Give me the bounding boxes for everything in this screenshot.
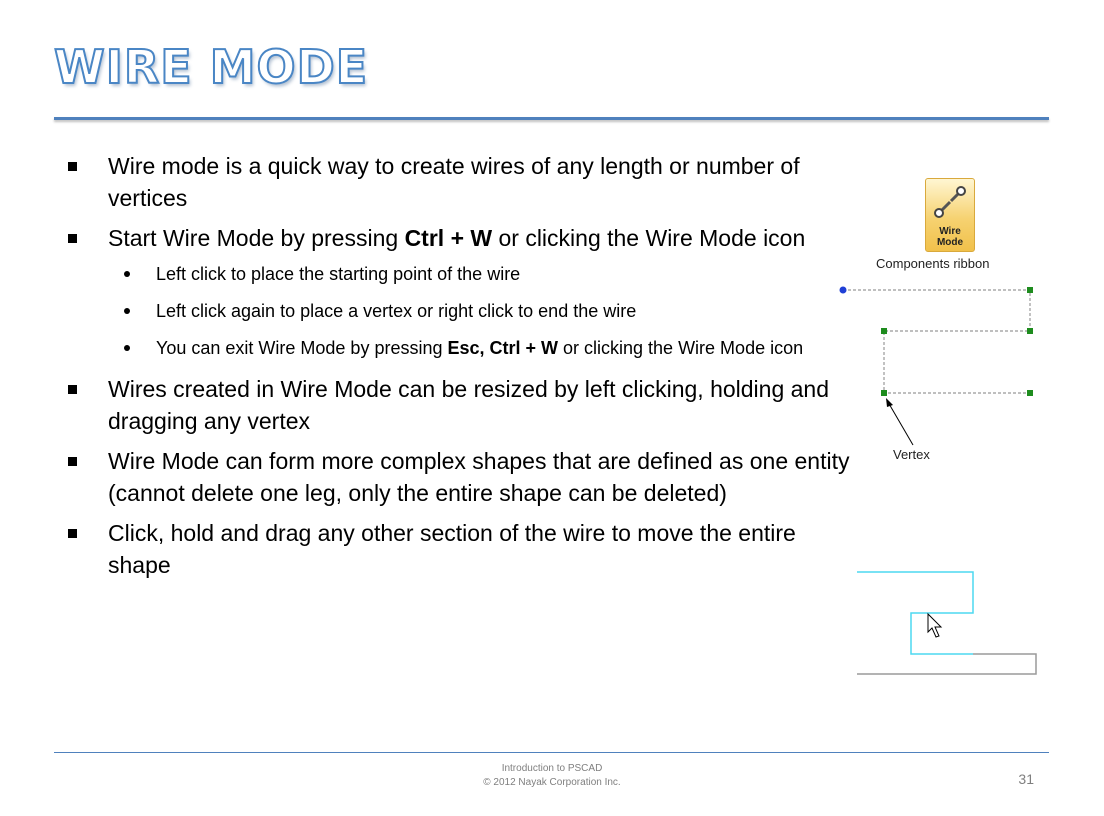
selected-wire-shape[interactable]	[857, 572, 1036, 674]
vertex-handle[interactable]	[1027, 390, 1033, 396]
bullet-text: Click, hold and drag any other section of the wire to move the entire shape	[108, 520, 796, 578]
bullet-text: Left click to place the starting point of the wire	[156, 264, 521, 284]
footer-divider	[54, 752, 1049, 753]
vertex-handle[interactable]	[1027, 287, 1033, 293]
bullet-text: Wire mode is a quick way to create wires of any length or number of vertices	[108, 153, 800, 211]
footer-copyright: © 2012 Nayak Corporation Inc.	[483, 777, 621, 788]
mouse-cursor-icon	[928, 614, 941, 637]
footer-course-title: Introduction to PSCAD	[501, 763, 603, 774]
bullet-text: You can exit Wire Mode by pressing	[156, 338, 448, 358]
vertex-handle[interactable]	[1027, 328, 1033, 334]
vertex-handle[interactable]	[881, 390, 887, 396]
bullet-text: Start Wire Mode by pressing	[108, 225, 405, 251]
slide-title: WIRE MODE	[54, 40, 369, 94]
bullet-text: Ctrl + W	[404, 225, 493, 251]
ribbon-button-label: Wire Mode	[936, 226, 964, 248]
vertex-pointer-arrow	[886, 398, 913, 445]
bullet-text: Esc, Ctrl + W	[447, 338, 559, 358]
bullet-text: or clicking the Wire Mode icon	[558, 338, 804, 358]
bullet-text: or clicking the Wire Mode icon	[492, 225, 806, 251]
bullet-text: Wires created in Wire Mode can be resized by left clicking, holding and dragging any vertex	[108, 376, 830, 434]
vertex-handle[interactable]	[881, 328, 887, 334]
page-number: 31	[1018, 771, 1034, 787]
dashed-wire	[843, 290, 1030, 393]
wire-start-point[interactable]	[840, 287, 847, 294]
vertex-caption: Vertex	[893, 447, 930, 462]
vertex-handles	[881, 287, 1033, 396]
bullet-text: Wire Mode can form more complex shapes that are defined as one entity (cannot delete one leg, only the entire shape can be deleted)	[108, 448, 850, 506]
bullet-text: Left click again to place a vertex or right click to end the wire	[156, 301, 637, 321]
components-ribbon-caption: Components ribbon	[876, 256, 990, 271]
